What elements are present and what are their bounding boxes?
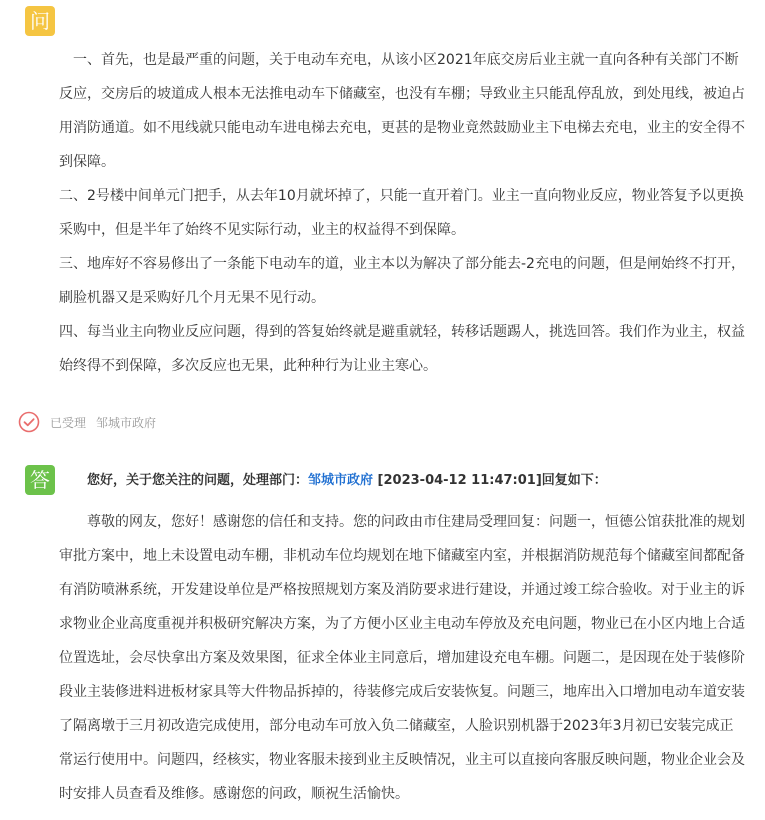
question-paragraph-3: 三、地库好不容易修出了一条能下电动车的道，业主本以为解决了部分能去-2充电的问题，但是闸始终不打开，刷脸机器又是采购好几个月无果不见行动。 xyxy=(59,256,745,306)
status-row xyxy=(18,411,156,433)
answer-header xyxy=(87,470,607,492)
question-paragraph-2: 二、2号楼中间单元门把手，从去年10月就坏掉了，只能一直开着门。业主一直向物业反应，物业答复予以更换采购中，但是半年了始终不见实际行动，业主的权益得不到保障。 xyxy=(59,188,744,238)
question-body xyxy=(59,43,745,383)
question-paragraph-1: 一、首先，也是最严重的问题，关于电动车充电，从该小区2021年底交房后业主就一直向各种有关部门不断反应，交房后的坡道成人根本无法推电动车下储藏室，也没有车棚；导致业主只能乱停乱放，到处甩线，被迫占用消防通道。如不甩线就只能电动车进电梯去充电，更甚的是物业竟然鼓励业主下电梯去充电，业主的安全得不到保障。 xyxy=(59,52,745,170)
answer-body: 尊敬的网友，您好！感谢您的信任和支持。您的问政由市住建局受理回复：问题一，恒德公馆获批准的规划审批方案中，地上未设置电动车棚，非机动车位均规划在地下储藏室内室，并根据消防规范每个储藏室间都配备有消防喷淋系统，开发建设单位是严格按照规划方案及消防要求进行建设，并通过竣工综合验收。对于业主的诉求物业企业高度重视并积极研究解决方案，为了方便小区业主电动车停放及充电问题，物业已在小区内地上合适位置选址，会尽快拿出方案及效果图，征求全体业主同意后，增加建设充电车棚。问题二，是因现在处于装修阶段业主装修进料进板材家具等大件物品拆掉的，待装修完成后安装恢复。问题三，地库出入口增加电动车道安装了隔离墩于三月初改造完成使用，部分电动车可放入负二储藏室，人脸识别机器于2023年3月初已安装完成正常运行使用中。问题四，经核实，物业客服未接到业主反映情况，业主可以直接向客服反映问题，物业企业会及时安排人员查看及维修。感谢您的问政，顺祝生活愉快。 xyxy=(59,514,745,802)
answer-head-prefix: 您好，关于您关注的问题，处理部门： xyxy=(87,473,309,488)
status-department: 邹城市政府 xyxy=(96,415,157,430)
check-circle-icon xyxy=(18,411,40,433)
answer-head-suffix: [2023-04-12 11:47:01]回复如下： xyxy=(373,473,607,488)
answer-badge: 答 xyxy=(25,465,55,495)
department-link[interactable]: 邹城市政府 xyxy=(308,473,374,488)
question-badge: 问 xyxy=(25,6,55,36)
question-paragraph-4: 四、每当业主向物业反应问题，得到的答复始终就是避重就轻，转移话题踢人，挑选回答。我们作为业主，权益始终得不到保障，多次反应也无果，此种种行为让业主寒心。 xyxy=(59,324,745,374)
status-label: 已受理 xyxy=(50,415,87,430)
